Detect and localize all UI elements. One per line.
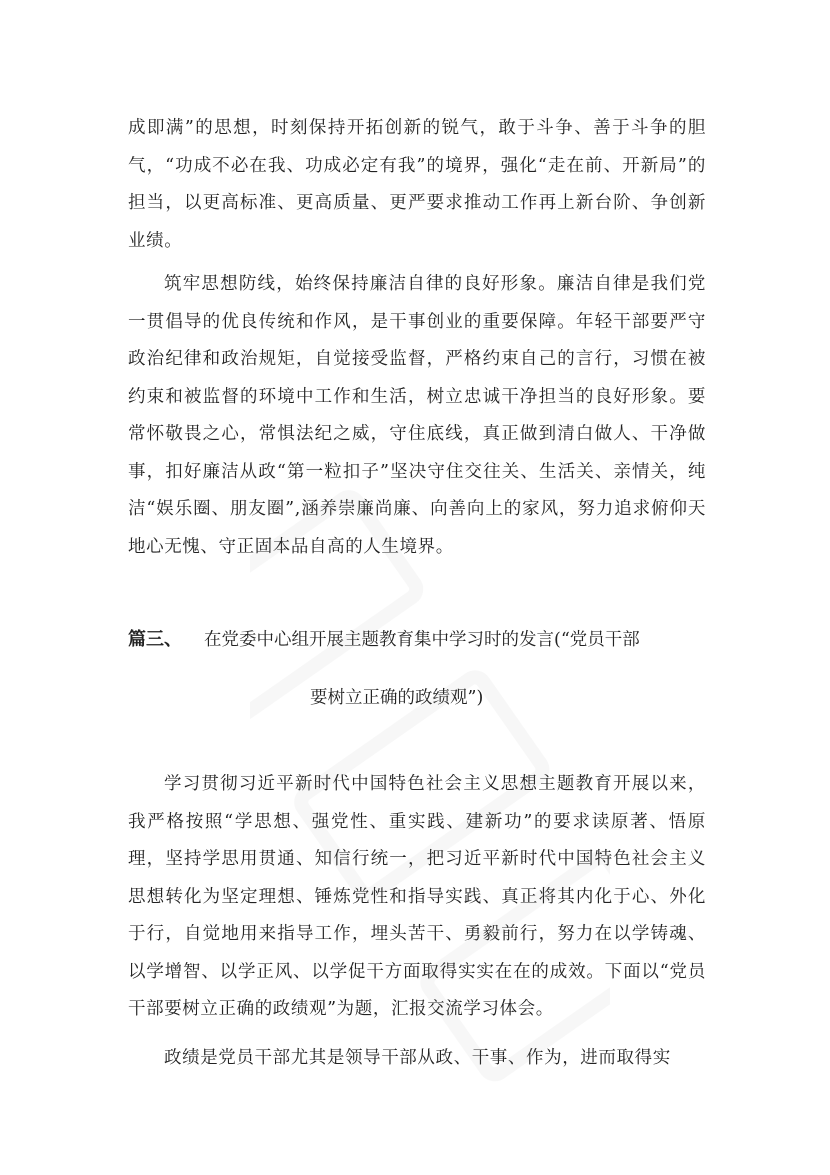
- section-title-line2: 要树立正确的政绩观”): [310, 688, 484, 708]
- section-heading: [128, 618, 706, 662]
- paragraph-continuation: 成即满”的思想，时刻保持开拓创新的锐气，敢于斗争、善于斗争的胆气，“功成不必在我、功成必定有我”的境界，强化“走在前、开新局”的担当，以更高标准、更高质量、更严要求推动工作再上新台阶、争创新业绩。: [128, 118, 706, 251]
- section-label: 篇三、: [128, 629, 182, 650]
- paragraph-intro: 学习贯彻习近平新时代中国特色社会主义思想主题教育开展以来，我严格按照“学思想、强党性、重实践、建新功”的要求读原著、悟原理，坚持学思用贯通、知信行统一，把习近平新时代中国特色社会主义思想转化为坚定理想、锤炼党性和指导实践、真正将其内化于心、外化于行，自觉地用来指导工作，埋头苦干、勇毅前行，努力在以学铸魂、以学增智、以学正风、以学促干方面取得实实在在的成效。下面以“党员干部要树立正确的政绩观”为题，汇报交流学习体会。: [128, 774, 706, 1019]
- section-title-line1: 在党委中心组开展主题教育集中学习时的发言(“党员干部: [204, 630, 640, 650]
- paragraph-integrity: 筑牢思想防线，始终保持廉洁自律的良好形象。廉洁自律是我们党一贯倡导的优良传统和作风，是干事创业的重要保障。年轻干部要严守政治纪律和政治规矩，自觉接受监督，严格约束自己的言行，习惯在被约束和被监督的环境中工作和生活，树立忠诚干净担当的良好形象。要常怀敬畏之心，常惧法纪之威，守住底线，真正做到清白做人、干净做事，扣好廉洁从政“第一粒扣子”坚决守住交往关、生活关、亲情关，纯洁“娱乐圈、朋友圈”,涵养崇廉尚廉、向善向上的家风，努力追求俯仰天地心无愧、守正固本品自高的人生境界。: [128, 274, 706, 557]
- paragraph-achievements: 政绩是党员干部尤其是领导干部从政、干事、作为，进而取得实: [164, 1048, 671, 1068]
